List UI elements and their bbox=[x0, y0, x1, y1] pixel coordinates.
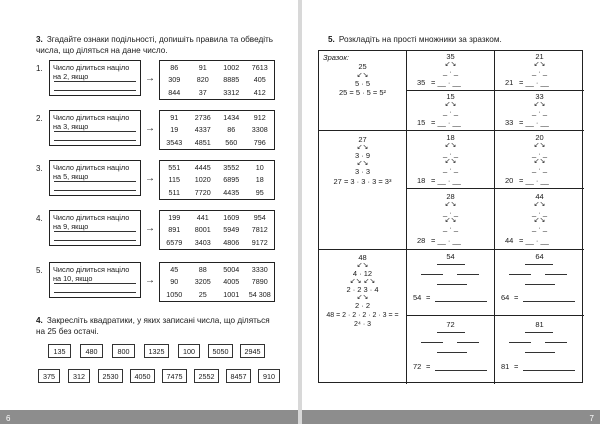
grid-number[interactable]: 86 bbox=[170, 62, 179, 72]
sample-step: 4 · 12 bbox=[352, 269, 373, 278]
factor-blanks[interactable]: _ · _ bbox=[442, 223, 458, 232]
task-cell-15[interactable] bbox=[407, 91, 495, 131]
grid-number[interactable]: 199 bbox=[168, 212, 181, 222]
rule-row-5 bbox=[0, 262, 298, 302]
task-number: 54 bbox=[446, 252, 455, 261]
grid-number[interactable]: 3330 bbox=[251, 264, 268, 274]
rule-box[interactable] bbox=[49, 160, 141, 196]
number-square[interactable]: 2552 bbox=[194, 369, 219, 383]
sample-result: 25 = 5 · 5 = 5² bbox=[338, 88, 387, 97]
task-equation-eq: = bbox=[426, 293, 431, 302]
grid-number[interactable]: 86 bbox=[227, 125, 236, 135]
task-equation-number: 18 bbox=[417, 176, 426, 185]
right-page bbox=[302, 0, 600, 424]
number-square[interactable]: 2945 bbox=[240, 344, 265, 358]
number-grid bbox=[159, 160, 275, 200]
number-square[interactable]: 7475 bbox=[162, 369, 187, 383]
grid-number[interactable]: 91 bbox=[170, 112, 179, 122]
task-number: 20 bbox=[535, 133, 544, 142]
grid-number[interactable]: 3205 bbox=[194, 277, 211, 287]
grid-number[interactable]: 8001 bbox=[194, 225, 211, 235]
rule-label: Число ділиться націло на 5, якщо bbox=[53, 163, 130, 181]
rule-label: Число ділиться націло на 9, якщо bbox=[53, 213, 130, 231]
grid-number[interactable]: 37 bbox=[198, 88, 207, 98]
task-equation[interactable]: = __ · __ bbox=[431, 78, 461, 87]
task-number: 64 bbox=[535, 252, 544, 261]
task-number: 72 bbox=[446, 320, 455, 329]
rule-number: 4. bbox=[36, 214, 43, 223]
number-square[interactable]: 375 bbox=[38, 369, 60, 383]
rule-number: 5. bbox=[36, 266, 43, 275]
number-square[interactable]: 4050 bbox=[130, 369, 155, 383]
task-number: 35 bbox=[446, 52, 455, 61]
task-equation-eq: = bbox=[514, 362, 519, 371]
branch-icon: ↙↘ bbox=[356, 262, 369, 269]
grid-number[interactable]: 891 bbox=[168, 225, 181, 235]
grid-number[interactable]: 796 bbox=[253, 138, 266, 148]
rule-row-1 bbox=[0, 60, 298, 100]
factor-blanks[interactable]: _ · _ bbox=[531, 223, 547, 232]
answer-line[interactable] bbox=[54, 240, 136, 241]
grid-number[interactable]: 7720 bbox=[194, 188, 211, 198]
task-equation[interactable]: = __ · __ bbox=[431, 176, 461, 185]
grid-number[interactable]: 441 bbox=[196, 212, 209, 222]
number-square[interactable]: 1325 bbox=[144, 344, 169, 358]
grid-number[interactable]: 309 bbox=[168, 75, 181, 85]
grid-number[interactable]: 4445 bbox=[194, 162, 211, 172]
rule-row-2 bbox=[0, 110, 298, 150]
rule-label: Число ділиться націло на 10, якщо bbox=[53, 265, 130, 283]
branch-icon: ↙↘ bbox=[533, 201, 546, 208]
sample-factors: 5 · 5 bbox=[354, 79, 370, 88]
grid-number[interactable]: 4851 bbox=[194, 138, 211, 148]
task-equation-eq: = bbox=[514, 293, 519, 302]
task-number: 15 bbox=[446, 92, 455, 101]
number-square[interactable]: 5050 bbox=[208, 344, 233, 358]
sample-cell-27 bbox=[319, 131, 407, 250]
task-equation-number: 35 bbox=[417, 78, 426, 87]
branch-icon: ↙↘ bbox=[533, 61, 546, 68]
grid-number[interactable]: 7812 bbox=[251, 225, 268, 235]
answer-line[interactable] bbox=[435, 370, 487, 371]
grid-number[interactable]: 4337 bbox=[194, 125, 211, 135]
number-square[interactable]: 8457 bbox=[226, 369, 251, 383]
rule-row-3 bbox=[0, 160, 298, 200]
answer-line[interactable] bbox=[54, 190, 136, 191]
rule-label: Число ділиться націло на 2, якщо bbox=[53, 63, 130, 81]
branch-icon: ↙↘ bbox=[356, 72, 369, 79]
task-cell-18[interactable] bbox=[407, 131, 495, 189]
rule-row-4 bbox=[0, 210, 298, 250]
task5-text: Розкладіть на прості множники за зразком. bbox=[338, 35, 502, 44]
answer-line[interactable] bbox=[54, 131, 136, 132]
number-grid bbox=[159, 262, 275, 302]
task-equation-number: 33 bbox=[505, 118, 514, 127]
grid-number[interactable]: 7613 bbox=[251, 62, 268, 72]
task-equation-number: 54 bbox=[413, 293, 422, 302]
grid-number[interactable]: 3312 bbox=[223, 88, 240, 98]
grid-number[interactable]: 19 bbox=[170, 125, 179, 135]
factor-blanks[interactable]: _ · _ bbox=[442, 208, 458, 217]
grid-number[interactable]: 4435 bbox=[223, 188, 240, 198]
grid-number[interactable]: 1001 bbox=[223, 290, 240, 300]
sample-step: 3 · 9 bbox=[354, 151, 370, 160]
branch-icon: ↙↘ bbox=[533, 101, 546, 108]
task-equation[interactable]: = __ · __ bbox=[519, 236, 549, 245]
task-number: 81 bbox=[535, 320, 544, 329]
branch-icon: ↙↘ ↙↘ bbox=[349, 278, 376, 285]
grid-number[interactable]: 2736 bbox=[194, 112, 211, 122]
task5-number: 5. bbox=[328, 35, 335, 44]
task-equation[interactable]: = __ · __ bbox=[431, 236, 461, 245]
page-number-right: 7 bbox=[589, 414, 594, 423]
answer-line[interactable] bbox=[54, 283, 136, 284]
grid-number[interactable]: 1050 bbox=[166, 290, 183, 300]
grid-number[interactable]: 54 308 bbox=[248, 290, 271, 300]
grid-number[interactable]: 1609 bbox=[223, 212, 240, 222]
sample-step: 3 · 3 bbox=[354, 167, 370, 176]
number-square[interactable]: 135 bbox=[48, 344, 71, 358]
grid-number[interactable]: 820 bbox=[196, 75, 209, 85]
task-cell-28[interactable] bbox=[407, 189, 495, 250]
factor-blanks[interactable]: _ · _ bbox=[531, 67, 547, 76]
grid-number[interactable]: 912 bbox=[253, 112, 266, 122]
factor-blanks[interactable]: _ · _ bbox=[531, 164, 547, 173]
task-number: 21 bbox=[535, 52, 544, 61]
sample-top: 27 bbox=[358, 135, 367, 144]
rule-box[interactable] bbox=[49, 210, 141, 246]
task-number: 28 bbox=[446, 192, 455, 201]
factor-blanks[interactable]: _ · _ bbox=[442, 67, 458, 76]
sample-result: 48 = 2 · 2 · 2 · 2 · 3 = = 2⁴ · 3 bbox=[326, 312, 399, 328]
branch-icon: ↙↘ bbox=[356, 144, 369, 151]
rule-number: 3. bbox=[36, 164, 43, 173]
task-equation-number: 64 bbox=[501, 293, 510, 302]
task4-number: 4. bbox=[36, 316, 43, 325]
task4-text: Закресліть квадратики, у яких записані числа, що діляться на 25 без остачі. bbox=[36, 316, 270, 336]
branch-icon: ↙↘ bbox=[444, 101, 457, 108]
grid-number[interactable]: 844 bbox=[168, 88, 181, 98]
rule-box[interactable] bbox=[49, 110, 141, 146]
number-square[interactable]: 480 bbox=[80, 344, 103, 358]
answer-line[interactable] bbox=[54, 140, 136, 141]
branch-icon: ↙↘ bbox=[533, 142, 546, 149]
task-equation-number: 20 bbox=[505, 176, 514, 185]
grid-number[interactable]: 18 bbox=[255, 175, 264, 185]
grid-number[interactable]: 3308 bbox=[251, 125, 268, 135]
task-cell-54[interactable] bbox=[407, 250, 495, 316]
grid-number[interactable]: 1002 bbox=[223, 62, 240, 72]
task-number: 18 bbox=[446, 133, 455, 142]
branch-icon: ↙↘ bbox=[444, 61, 457, 68]
factor-blanks[interactable]: _ · _ bbox=[442, 164, 458, 173]
task-cell-81[interactable] bbox=[495, 316, 584, 384]
number-square[interactable]: 312 bbox=[68, 369, 90, 383]
answer-line[interactable] bbox=[54, 292, 136, 293]
task-equation-number: 72 bbox=[413, 362, 422, 371]
sample-top: 48 bbox=[358, 253, 367, 262]
sample-label: Зразок: bbox=[323, 53, 349, 62]
grid-number[interactable]: 25 bbox=[198, 290, 207, 300]
task-cell-64[interactable] bbox=[495, 250, 584, 316]
task5-header bbox=[328, 34, 578, 45]
factor-blanks[interactable]: _ · _ bbox=[442, 107, 458, 116]
factor-blanks[interactable]: _ · _ bbox=[531, 107, 547, 116]
arrow-icon: → bbox=[145, 173, 155, 184]
left-footer-bar bbox=[0, 410, 298, 424]
answer-line[interactable] bbox=[54, 181, 136, 182]
grid-number[interactable]: 6579 bbox=[166, 238, 183, 248]
sample-cell-25 bbox=[319, 51, 407, 131]
grid-number[interactable]: 405 bbox=[253, 75, 266, 85]
grid-number[interactable]: 5949 bbox=[223, 225, 240, 235]
grid-number[interactable]: 45 bbox=[170, 264, 179, 274]
number-square[interactable]: 800 bbox=[112, 344, 135, 358]
grid-number[interactable]: 4806 bbox=[223, 238, 240, 248]
arrow-icon: → bbox=[145, 275, 155, 286]
task-cell-33[interactable] bbox=[495, 91, 584, 131]
task-equation-number: 21 bbox=[505, 78, 514, 87]
number-grid bbox=[159, 110, 275, 150]
task-equation-number: 15 bbox=[417, 118, 426, 127]
grid-number[interactable]: 115 bbox=[168, 175, 180, 185]
grid-number[interactable]: 91 bbox=[198, 62, 207, 72]
task3-text: Згадайте ознаки подільності, допишіть правила та обведіть числа, що діляться на дане число. bbox=[36, 35, 274, 55]
rule-box[interactable] bbox=[49, 262, 141, 298]
number-square[interactable]: 910 bbox=[258, 369, 280, 383]
grid-number[interactable]: 1434 bbox=[223, 112, 240, 122]
branch-icon: ↙↘ bbox=[356, 160, 369, 167]
grid-number[interactable]: 5004 bbox=[223, 264, 240, 274]
task-cell-35[interactable] bbox=[407, 51, 495, 91]
grid-number[interactable]: 4005 bbox=[223, 277, 240, 287]
grid-number[interactable]: 1020 bbox=[194, 175, 211, 185]
grid-number[interactable]: 560 bbox=[225, 138, 238, 148]
task-equation-number: 28 bbox=[417, 236, 426, 245]
arrow-icon: → bbox=[145, 73, 155, 84]
grid-number[interactable]: 954 bbox=[253, 212, 266, 222]
grid-number[interactable]: 7890 bbox=[251, 277, 268, 287]
number-square[interactable]: 2530 bbox=[98, 369, 123, 383]
branch-icon: ↙↘ bbox=[444, 201, 457, 208]
grid-number[interactable]: 551 bbox=[168, 162, 181, 172]
task-cell-21[interactable] bbox=[495, 51, 584, 91]
left-page bbox=[0, 0, 298, 424]
task4-header bbox=[36, 315, 281, 337]
task-number: 44 bbox=[535, 192, 544, 201]
branch-icon: ↙↘ bbox=[444, 158, 457, 165]
factor-blanks[interactable]: _ · _ bbox=[442, 149, 458, 158]
grid-number[interactable]: 6895 bbox=[223, 175, 240, 185]
sample-top: 25 bbox=[358, 62, 367, 71]
task-number: 33 bbox=[535, 92, 544, 101]
page-number-left: 6 bbox=[6, 414, 11, 423]
grid-number[interactable]: 88 bbox=[198, 264, 207, 274]
answer-line[interactable] bbox=[523, 370, 575, 371]
task-equation-eq: = bbox=[426, 362, 431, 371]
factorization-table bbox=[318, 50, 583, 383]
task-equation-number: 44 bbox=[505, 236, 514, 245]
grid-number[interactable]: 3403 bbox=[194, 238, 211, 248]
task-equation[interactable]: = __ · __ bbox=[431, 118, 461, 127]
arrow-icon: → bbox=[145, 123, 155, 134]
grid-number[interactable]: 10 bbox=[255, 162, 264, 172]
branch-icon: ↙↘ bbox=[444, 217, 457, 224]
task-cell-44[interactable] bbox=[495, 189, 584, 250]
number-grid bbox=[159, 210, 275, 250]
grid-number[interactable]: 3552 bbox=[223, 162, 240, 172]
branch-icon: ↙↘ bbox=[533, 158, 546, 165]
task3-number: 3. bbox=[36, 35, 43, 44]
factor-blanks[interactable]: _ · _ bbox=[531, 149, 547, 158]
rule-box[interactable] bbox=[49, 60, 141, 96]
branch-icon: ↙↘ bbox=[533, 217, 546, 224]
factor-blanks[interactable]: _ · _ bbox=[531, 208, 547, 217]
grid-number[interactable]: 3543 bbox=[166, 138, 183, 148]
sample-result: 27 = 3 · 3 · 3 = 3³ bbox=[333, 177, 392, 186]
grid-number[interactable]: 95 bbox=[255, 188, 264, 198]
arrow-icon: → bbox=[145, 223, 155, 234]
branch-icon: ↙↘ bbox=[444, 142, 457, 149]
number-square[interactable]: 100 bbox=[178, 344, 200, 358]
answer-line[interactable] bbox=[54, 90, 136, 91]
grid-number[interactable]: 90 bbox=[170, 277, 179, 287]
right-footer-bar bbox=[302, 410, 600, 424]
grid-number[interactable]: 8885 bbox=[223, 75, 240, 85]
answer-line[interactable] bbox=[523, 301, 575, 302]
sample-step: 2 · 2 3 · 4 bbox=[346, 285, 379, 294]
answer-line[interactable] bbox=[54, 231, 136, 232]
grid-number[interactable]: 412 bbox=[253, 88, 266, 98]
rule-label: Число ділиться націло на 3, якщо bbox=[53, 113, 130, 131]
number-grid bbox=[159, 60, 275, 100]
task-cell-20[interactable] bbox=[495, 131, 584, 189]
rule-number: 2. bbox=[36, 114, 43, 123]
task-equation[interactable]: = __ · __ bbox=[519, 118, 549, 127]
answer-line[interactable] bbox=[54, 81, 136, 82]
task-equation[interactable]: = __ · __ bbox=[519, 78, 549, 87]
task3-header bbox=[36, 34, 281, 56]
task-cell-72[interactable] bbox=[407, 316, 495, 384]
sample-step: 2 · 2 bbox=[354, 301, 370, 310]
grid-number[interactable]: 9172 bbox=[251, 238, 268, 248]
rule-number: 1. bbox=[36, 64, 43, 73]
sample-cell-48 bbox=[319, 250, 407, 384]
answer-line[interactable] bbox=[435, 301, 487, 302]
task-equation-number: 81 bbox=[501, 362, 510, 371]
task-equation[interactable]: = __ · __ bbox=[519, 176, 549, 185]
grid-number[interactable]: 511 bbox=[168, 188, 180, 198]
branch-icon: ↙↘ bbox=[356, 294, 369, 301]
